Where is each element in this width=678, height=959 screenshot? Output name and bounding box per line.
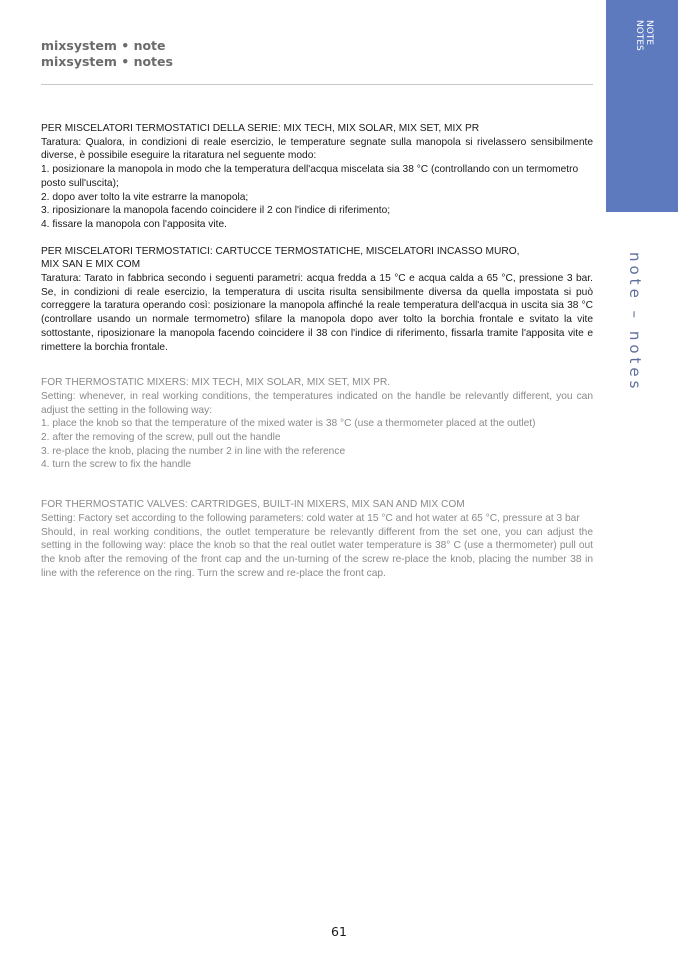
section-intro: Taratura: Qualora, in condizioni di reale esercizio, le temperature segnate sulla manopola si rivelassero sensibilmente diverse, è possibile eseguire la ritaratura nel seguente modo: xyxy=(41,136,593,162)
header-title-it: mixsystem • note xyxy=(41,38,166,53)
section-it-mixers xyxy=(41,122,593,232)
section-body: Taratura: Tarato in fabbrica secondo i seguenti parametri: acqua fredda a 15 °C e acqua calda a 65 °C, pressione 3 bar. Se, in condizioni di reale esercizio, la temperatura di uscita risulta sensibilmente diversa da quella impostata si può correggere la taratura operando così: posizionare la manopola affinché la reale temperatura dell'acqua in uscita sia 38 °C (controllare usando un normale termometro) sfilare la manopola dopo aver tolto la borchia frontale e svitato la vite sottostante, riposizionare la manopola facendo coincidere il 38 con l'indice di riferimento, fissarla tramite l'apposita vite e rimettere la borchia frontale. xyxy=(41,273,593,353)
page-number: 61 xyxy=(331,924,347,939)
section-title-cont: MIX SAN E MIX COM xyxy=(41,259,141,271)
tab-label-en: NOTES xyxy=(634,20,644,51)
step-item: 4. fissare la manopola con l'apposita vite. xyxy=(41,218,227,230)
section-title: PER MISCELATORI TERMOSTATICI: CARTUCCE TERMOSTATICHE, MISCELATORI INCASSO MURO, xyxy=(41,245,520,257)
header-title-en: mixsystem • notes xyxy=(41,54,173,69)
step-item: 1. posizionare la manopola in modo che la temperatura dell'acqua miscelata sia 38 °C (controllando con un termometro posto sull'uscita); xyxy=(41,164,579,189)
section-title: FOR THERMOSTATIC MIXERS: MIX TECH, MIX SOLAR, MIX SET, MIX PR. xyxy=(41,377,391,389)
step-item: 2. after the removing of the screw, pull out the handle xyxy=(41,432,281,444)
section-it-valves xyxy=(41,245,593,355)
step-item: 3. riposizionare la manopola facendo coincidere il 2 con l'indice di riferimento; xyxy=(41,205,391,217)
page-content xyxy=(41,122,593,580)
tab-label-it: NOTE xyxy=(644,20,654,46)
step-item: 3. re-place the knob, placing the number 2 in line with the reference xyxy=(41,445,346,457)
step-item: 1. place the knob so that the temperature of the mixed water is 38 °C (use a thermometer placed at the outlet) xyxy=(41,418,536,430)
page-header xyxy=(41,38,173,70)
section-intro: Setting: whenever, in real working conditions, the temperatures indicated on the handle be relevantly different, you can adjust the setting in the following way: xyxy=(41,390,593,416)
section-tab-label xyxy=(624,20,654,60)
section-body: Should, in real working conditions, the outlet temperature be relevantly different from the set one, you can adjust the setting in the following way: place the knob so that the real outlet water temperature is 38° C (use a thermometer) pull out the knob after the removing of the front cap and the un-turning of the screw re-place the knob, placing the number 38 in line with the reference on the ring. Turn the screw and re-place the front cap. xyxy=(41,526,593,579)
side-section-label: note – notes xyxy=(626,252,644,393)
step-item: 4. turn the screw to fix the handle xyxy=(41,459,192,471)
header-divider xyxy=(41,84,593,85)
section-line: Setting: Factory set according to the following parameters: cold water at 15 °C and hot water at 65 °C, pressure at 3 bar xyxy=(41,512,580,524)
section-title: FOR THERMOSTATIC VALVES: CARTRIDGES, BUILT-IN MIXERS, MIX SAN AND MIX COM xyxy=(41,499,465,511)
step-item: 2. dopo aver tolto la vite estrarre la manopola; xyxy=(41,191,249,203)
section-title: PER MISCELATORI TERMOSTATICI DELLA SERIE: MIX TECH, MIX SOLAR, MIX SET, MIX PR xyxy=(41,123,480,134)
section-en-valves xyxy=(41,498,593,580)
section-en-mixers xyxy=(41,376,593,472)
